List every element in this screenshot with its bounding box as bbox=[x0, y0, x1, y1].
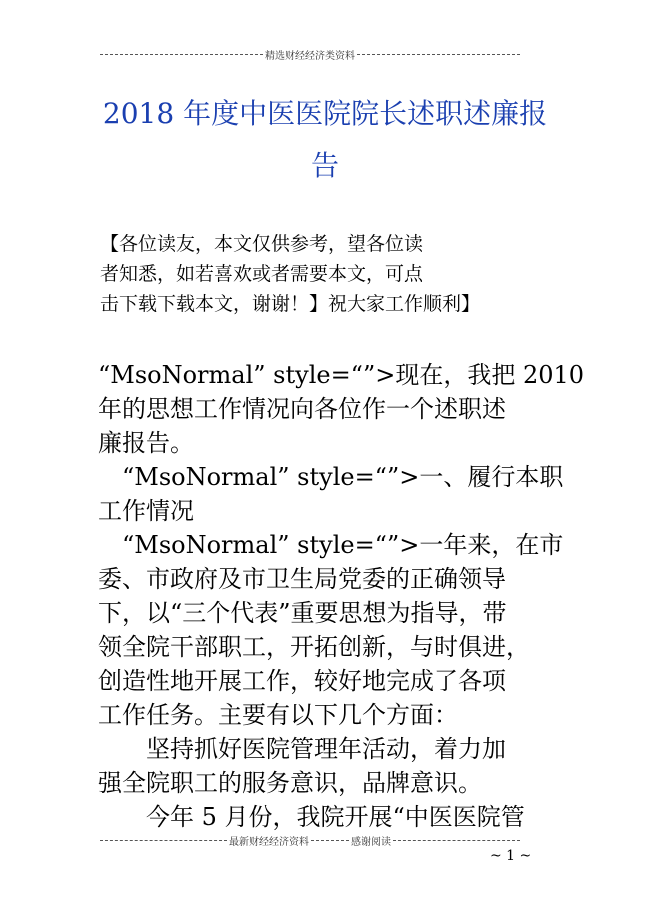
paragraph-2-line-1: “MsoNormal” style=“”>一、履行本职 bbox=[122, 463, 564, 491]
paragraph-1-line-1: “MsoNormal” style=“”>现在，我把 2010 bbox=[98, 361, 585, 389]
document-body bbox=[98, 358, 585, 834]
footer-dash-middle bbox=[311, 840, 349, 841]
title-line-2: 告 bbox=[310, 149, 339, 182]
paragraph-3-line-4: 领全院干部职工，开拓创新，与时俱进， bbox=[98, 633, 530, 661]
paragraph-4 bbox=[98, 732, 560, 800]
footer-rule bbox=[100, 833, 520, 847]
paragraph-2-line-2: 工作情况 bbox=[98, 497, 194, 525]
paragraph-3 bbox=[98, 528, 564, 732]
paragraph-3-line-3: 下，以“三个代表”重要思想为指导，带 bbox=[98, 599, 507, 627]
paragraph-3-line-2: 委、市政府及市卫生局党委的正确领导 bbox=[98, 565, 506, 593]
paragraph-1-line-2: 年的思想工作情况向各位作一个述职述 bbox=[98, 395, 506, 423]
footer-left-label: 最新财经经济资料 bbox=[229, 836, 309, 848]
footer-dash-left bbox=[100, 840, 227, 841]
notice-line-3: 击下载下载本文，谢谢！】祝大家工作顺利】 bbox=[100, 293, 481, 315]
paragraph-3-line-6: 工作任务。主要有以下几个方面： bbox=[98, 701, 458, 729]
title-line-1: 2018 年度中医医院院长述职述廉报 bbox=[102, 97, 548, 130]
notice-line-1: 【各位读友，本文仅供参考，望各位读 bbox=[100, 233, 424, 255]
paragraph-4-line-2: 强全院职工的服务意识，品牌意识。 bbox=[98, 769, 482, 797]
header-dash-left bbox=[100, 54, 263, 55]
paragraph-1 bbox=[98, 358, 585, 460]
footer-dash-right bbox=[393, 840, 520, 841]
page-number: ~ 1 ~ bbox=[490, 848, 532, 864]
header-label: 精选财经经济类资料 bbox=[265, 50, 355, 62]
paragraph-5-line-1: 今年 5 月份，我院开展“中医医院管 bbox=[146, 803, 525, 831]
header-dash-right bbox=[357, 54, 520, 55]
notice-line-2: 者知悉，如若喜欢或者需要本文，可点 bbox=[100, 263, 424, 285]
paragraph-1-line-3: 廉报告。 bbox=[98, 429, 194, 457]
header-rule bbox=[100, 47, 520, 61]
paragraph-3-line-1: “MsoNormal” style=“”>一年来，在市 bbox=[122, 531, 564, 559]
footer-right-label: 感谢阅读 bbox=[351, 836, 391, 848]
paragraph-3-line-5: 创造性地开展工作，较好地完成了各项 bbox=[98, 667, 506, 695]
paragraph-4-line-1: 坚持抓好医院管理年活动，着力加 bbox=[146, 735, 506, 763]
document-title bbox=[80, 88, 570, 192]
paragraph-2 bbox=[98, 460, 564, 528]
reader-notice bbox=[100, 229, 540, 319]
paragraph-5 bbox=[98, 800, 560, 834]
